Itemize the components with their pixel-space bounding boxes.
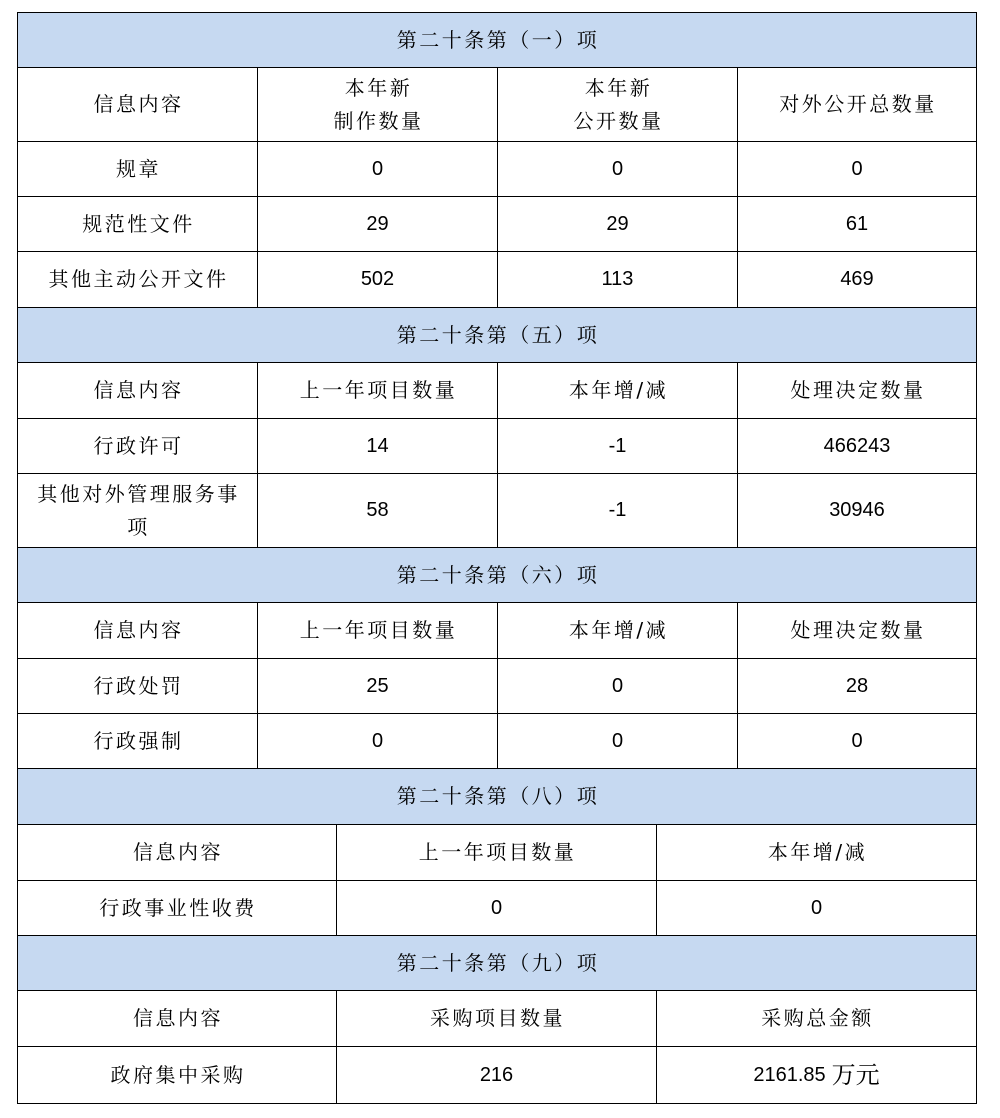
cell-value: 29 [258, 197, 498, 252]
col-header-prev-year-count: 上一年项目数量 [258, 363, 498, 419]
section-title: 第二十条第（六）项 [18, 548, 977, 603]
col-header-new-published: 本年新 公开数量 [498, 68, 738, 142]
col-header-change: 本年增/减 [498, 363, 738, 419]
row-label: 规范性文件 [18, 197, 258, 252]
col-header-total-published: 对外公开总数量 [738, 68, 977, 142]
row-label: 其他主动公开文件 [18, 252, 258, 308]
section-title: 第二十条第（五）项 [18, 308, 977, 363]
table-row [18, 659, 977, 714]
header-row [18, 991, 977, 1047]
cell-value: 0 [738, 714, 977, 769]
table-row [18, 881, 977, 936]
cell-value: 0 [258, 714, 498, 769]
table-row [18, 474, 977, 548]
amount-unit: 万元 [831, 1060, 880, 1089]
cell-value: 113 [498, 252, 738, 308]
header-row [18, 68, 977, 142]
cell-value: -1 [498, 419, 738, 474]
section-title: 第二十条第（八）项 [18, 769, 977, 825]
col-header-procurement-count: 采购项目数量 [337, 991, 657, 1047]
section-title-row [18, 13, 977, 68]
section-title-row [18, 936, 977, 991]
section-title: 第二十条第（九）项 [18, 936, 977, 991]
section-title: 第二十条第（一）项 [18, 13, 977, 68]
col-header-prev-year-count: 上一年项目数量 [258, 603, 498, 659]
col-header-change: 本年增/减 [657, 825, 977, 881]
cell-value: 502 [258, 252, 498, 308]
row-label: 行政事业性收费 [18, 881, 337, 936]
table-row [18, 419, 977, 474]
cell-value: 0 [498, 659, 738, 714]
row-label: 行政许可 [18, 419, 258, 474]
cell-value: 0 [498, 714, 738, 769]
table-row [18, 197, 977, 252]
cell-value: 29 [498, 197, 738, 252]
cell-value: 0 [657, 881, 977, 936]
cell-value: 61 [738, 197, 977, 252]
col-header-info-content: 信息内容 [18, 363, 258, 419]
cell-value: 14 [258, 419, 498, 474]
amount-value: 2161.85 [753, 1063, 826, 1086]
col-header-procurement-total: 采购总金额 [657, 991, 977, 1047]
table-row [18, 142, 977, 197]
row-label: 其他对外管理服务事项 [18, 474, 258, 548]
cell-value: -1 [498, 474, 738, 548]
header-row [18, 603, 977, 659]
col-header-prev-year-count: 上一年项目数量 [337, 825, 657, 881]
cell-value: 0 [337, 881, 657, 936]
cell-value: 216 [337, 1047, 657, 1104]
row-label: 行政强制 [18, 714, 258, 769]
col-header-info-content: 信息内容 [18, 68, 258, 142]
header-row [18, 825, 977, 881]
cell-value: 30946 [738, 474, 977, 548]
cell-value: 0 [258, 142, 498, 197]
disclosure-table [17, 12, 977, 1104]
cell-value: 466243 [738, 419, 977, 474]
row-label: 规章 [18, 142, 258, 197]
col-header-info-content: 信息内容 [18, 991, 337, 1047]
col-header-decisions-count: 处理决定数量 [738, 363, 977, 419]
section-title-row [18, 308, 977, 363]
table-row [18, 714, 977, 769]
cell-value: 25 [258, 659, 498, 714]
row-label: 政府集中采购 [18, 1047, 337, 1104]
col-header-change: 本年增/减 [498, 603, 738, 659]
col-header-info-content: 信息内容 [18, 825, 337, 881]
col-header-info-content: 信息内容 [18, 603, 258, 659]
procurement-total-cell [657, 1047, 977, 1104]
col-header-decisions-count: 处理决定数量 [738, 603, 977, 659]
cell-value: 0 [738, 142, 977, 197]
cell-value: 28 [738, 659, 977, 714]
cell-value: 58 [258, 474, 498, 548]
section-title-row [18, 769, 977, 825]
cell-value: 0 [498, 142, 738, 197]
cell-value: 469 [738, 252, 977, 308]
col-header-new-produced: 本年新 制作数量 [258, 68, 498, 142]
row-label: 行政处罚 [18, 659, 258, 714]
table-row [18, 1047, 977, 1104]
section-title-row [18, 548, 977, 603]
table-row [18, 252, 977, 308]
header-row [18, 363, 977, 419]
